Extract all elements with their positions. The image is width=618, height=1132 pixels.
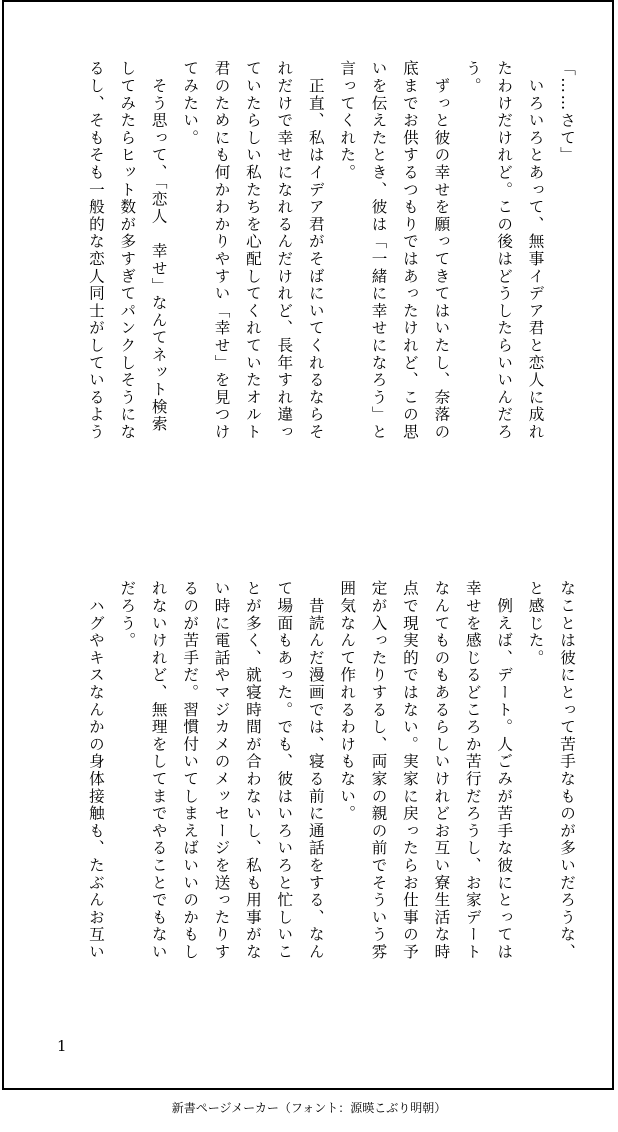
text-line: 囲気なんて作れるわけもない。 (338, 580, 357, 823)
text-line: て場面もあった。でも、彼はいろいろと忙しいこ (275, 580, 294, 961)
text-line: そう思って、「恋人 幸せ」なんてネット検索 (149, 60, 168, 433)
text-line: 君のためにも何かわかりやすい「幸せ」を見つけ (212, 60, 231, 441)
text-line: たわけだけれど。この後はどうしたらいいんだろ (495, 60, 514, 441)
text-line: い時に電話やマジカメのメッセージを送ったりす (212, 580, 231, 961)
text-line: う。 (463, 60, 482, 95)
footer-caption: 新書ページメーカー（フォント：源暎こぶり明朝） (171, 1101, 447, 1115)
top-text-block (80, 60, 583, 441)
text-line: いろいろとあって、無事イデア君と恋人に成れ (526, 60, 545, 441)
text-line: だろう。 (118, 580, 137, 650)
text-line: なんてものもあるらしいけれどお互い寮生活な時 (432, 580, 451, 961)
text-line: 言ってくれた。 (338, 60, 357, 182)
book-page (2, 0, 614, 1090)
text-line: てみたい。 (181, 60, 200, 147)
text-line: ハグやキスなんかの身体接触も、たぶんお互い (86, 580, 105, 961)
text-line: いを伝えたとき、彼は「一緒に幸せになろう」と (369, 60, 388, 441)
text-line: 正直、私はイデア君がそばにいてくれるならそ (306, 60, 325, 441)
bottom-text-block (80, 580, 583, 961)
text-line: 定が入ったりするし、両家の親の前でそういう雰 (369, 580, 388, 961)
text-line: ていたらしい私たちを心配してくれていたオルト (243, 60, 262, 441)
text-line: 底までお供するつもりではあったけれど、この思 (400, 60, 419, 441)
text-line: るし、そもそも一般的な恋人同士がしているよう (86, 60, 105, 441)
text-line: ずっと彼の幸せを願ってきてはいたし、奈落の (432, 60, 451, 441)
text-line: 昔読んだ漫画では、寝る前に通話をする、なん (306, 580, 325, 961)
text-line: れないけれど、無理をしてまでやることでもない (149, 580, 168, 961)
text-line: 「……さて」 (558, 60, 576, 164)
text-line: とが多く、就寝時間が合わないし、私も用事がな (243, 580, 262, 961)
text-line: るのが苦手だ。習慣付いてしまえばいいのかもし (181, 580, 200, 961)
text-line: 幸せを感じるどころか苦行だろうし、お家デート (463, 580, 482, 961)
text-line: してみたらヒット数が多すぎてパンクしそうにな (118, 60, 137, 441)
text-line: なことは彼にとって苦手なものが多いだろうな、 (558, 580, 576, 961)
text-line: 点で現実的ではない。実家に戻ったらお仕事の予 (400, 580, 419, 961)
text-line: と感じた。 (526, 580, 545, 667)
page-number: 1 (57, 1037, 67, 1055)
text-line: 例えば、デート。人ごみが苦手な彼にとっては (495, 580, 514, 961)
text-line: れだけで幸せになれるんだけれど、長年すれ違っ (275, 60, 294, 441)
